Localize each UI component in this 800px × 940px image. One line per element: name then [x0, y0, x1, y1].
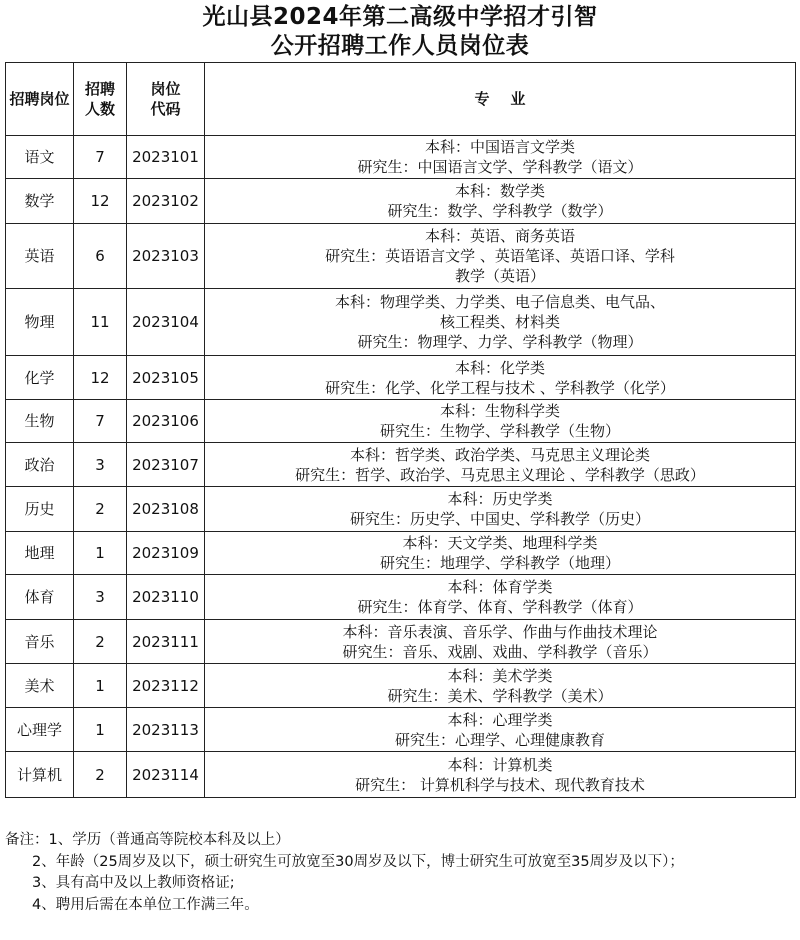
- header-position: 招聘岗位: [6, 63, 74, 136]
- count-cell: 1: [74, 532, 127, 575]
- header-count: [74, 63, 127, 136]
- position-cell: 心理学: [6, 708, 74, 752]
- major-line: 本科：哲学类、政治学类、马克思主义理论类: [349, 445, 650, 464]
- major-line: 研究生：物理学、力学、学科教学（物理）: [357, 333, 643, 351]
- major-line: 本科：生物科学类: [439, 402, 560, 420]
- major-line: 本科：天文学类、地理科学类: [402, 534, 598, 552]
- code-cell: 2023105: [127, 356, 205, 400]
- major-line: 研究生：地理学、学科教学（地理）: [379, 554, 620, 572]
- position-cell: 体育: [6, 575, 74, 620]
- position-cell: 历史: [6, 487, 74, 532]
- positions-table: [5, 62, 796, 798]
- major-cell: [205, 664, 796, 708]
- major-line: 本科：体育学类: [447, 578, 553, 596]
- major-line: 教学（英语）: [454, 267, 545, 285]
- position-cell: 英语: [6, 224, 74, 289]
- count-cell: 2: [74, 752, 127, 798]
- header-code: [127, 63, 205, 136]
- major-line: 核工程类、材料类: [439, 313, 560, 331]
- major-line: 研究生：生物学、学科教学（生物）: [379, 422, 620, 440]
- position-cell: 数学: [6, 179, 74, 224]
- note-line-4: 4、聘用后需在本单位工作满三年。: [32, 896, 259, 913]
- notes-section: [5, 830, 795, 916]
- major-line: 研究生：中国语言文学、学科教学（语文）: [357, 158, 643, 176]
- position-cell: 美术: [6, 664, 74, 708]
- major-line: 本科：美术学类: [447, 666, 553, 685]
- header-code-line2: 代码: [150, 100, 181, 118]
- count-cell: 3: [74, 575, 127, 620]
- table-row: [6, 752, 796, 798]
- table-row: [6, 400, 796, 443]
- note-line-1: 备注：1、学历（普通高等院校本科及以上）: [5, 832, 290, 848]
- document-subtitle: 公开招聘工作人员岗位表: [270, 33, 530, 59]
- count-cell: 3: [74, 443, 127, 487]
- major-cell: [205, 356, 796, 400]
- position-cell: 政治: [6, 443, 74, 487]
- major-line: 研究生：数学、学科教学（数学）: [387, 202, 613, 220]
- count-cell: 11: [74, 289, 127, 356]
- code-cell: 2023107: [127, 443, 205, 487]
- header-major-label: 专 业: [474, 90, 526, 108]
- major-cell: [205, 289, 796, 356]
- table-row: [6, 356, 796, 400]
- major-cell: [205, 487, 796, 532]
- major-line: 研究生： 计算机科学与技术、现代教育技术: [355, 775, 645, 794]
- major-line: 研究生：体育学、体育、学科教学（体育）: [357, 598, 643, 616]
- table-header-row: [6, 63, 796, 136]
- count-cell: 2: [74, 620, 127, 664]
- code-cell: 2023101: [127, 136, 205, 179]
- major-line: 本科：音乐表演、音乐学、作曲与作曲技术理论: [342, 622, 658, 641]
- code-cell: 2023111: [127, 620, 205, 664]
- count-cell: 1: [74, 708, 127, 752]
- count-cell: 12: [74, 356, 127, 400]
- major-line: 本科：数学类: [454, 182, 545, 200]
- position-cell: 化学: [6, 356, 74, 400]
- header-count-line2: 人数: [84, 100, 115, 118]
- major-line: 研究生：心理学、心理健康教育: [394, 730, 605, 749]
- document-title: 光山县2024年第二高级中学招才引智: [202, 4, 598, 30]
- code-cell: 2023102: [127, 179, 205, 224]
- major-cell: [205, 224, 796, 289]
- code-cell: 2023103: [127, 224, 205, 289]
- major-line: 研究生：化学、化学工程与技术 、学科教学（化学）: [325, 378, 675, 397]
- count-cell: 6: [74, 224, 127, 289]
- position-cell: 音乐: [6, 620, 74, 664]
- major-cell: [205, 532, 796, 575]
- table-row: [6, 179, 796, 224]
- major-line: 本科：计算机类: [447, 755, 553, 774]
- code-cell: 2023109: [127, 532, 205, 575]
- count-cell: 12: [74, 179, 127, 224]
- table-row: [6, 575, 796, 620]
- major-cell: [205, 575, 796, 620]
- header-count-line1: 招聘: [84, 80, 115, 98]
- major-line: 研究生：英语语言文学 、英语笔译、英语口译、学科: [325, 247, 675, 265]
- table-body: [6, 136, 796, 798]
- code-cell: 2023110: [127, 575, 205, 620]
- major-line: 本科：化学类: [454, 358, 545, 377]
- table-row: [6, 289, 796, 356]
- note-line-3: 3、具有高中及以上教师资格证;: [32, 875, 235, 891]
- position-cell: 地理: [6, 532, 74, 575]
- major-line: 研究生：历史学、中国史、学科教学（历史）: [349, 510, 650, 528]
- table-row: [6, 224, 796, 289]
- table-row: [6, 620, 796, 664]
- table-row: [6, 136, 796, 179]
- major-line: 本科：物理学类、力学类、电子信息类、电气品、: [334, 293, 665, 311]
- code-cell: 2023113: [127, 708, 205, 752]
- major-cell: [205, 443, 796, 487]
- code-cell: 2023108: [127, 487, 205, 532]
- major-line: 研究生：美术、学科教学（美术）: [387, 686, 613, 705]
- major-line: 本科：英语、商务英语: [424, 227, 575, 245]
- major-line: 本科：心理学类: [447, 710, 553, 729]
- major-cell: [205, 136, 796, 179]
- major-line: 研究生：哲学、政治学、马克思主义理论 、学科教学（思政）: [295, 465, 705, 484]
- major-cell: [205, 752, 796, 798]
- table-row: [6, 443, 796, 487]
- table-row: [6, 487, 796, 532]
- count-cell: 7: [74, 400, 127, 443]
- count-cell: 1: [74, 664, 127, 708]
- major-line: 本科：中国语言文学类: [424, 138, 575, 156]
- code-cell: 2023114: [127, 752, 205, 798]
- position-cell: 语文: [6, 136, 74, 179]
- major-line: 研究生：音乐、戏剧、戏曲、学科教学（音乐）: [342, 642, 658, 661]
- note-line-2: 2、年龄（25周岁及以下，硕士研究生可放宽至30周岁及以下，博士研究生可放宽至35周岁及以下）；: [32, 853, 684, 870]
- major-cell: [205, 708, 796, 752]
- table-row: [6, 708, 796, 752]
- count-cell: 2: [74, 487, 127, 532]
- table-row: [6, 532, 796, 575]
- count-cell: 7: [74, 136, 127, 179]
- position-cell: 物理: [6, 289, 74, 356]
- position-cell: 生物: [6, 400, 74, 443]
- major-line: 本科：历史学类: [447, 490, 553, 508]
- code-cell: 2023112: [127, 664, 205, 708]
- table-row: [6, 664, 796, 708]
- major-cell: [205, 620, 796, 664]
- major-cell: [205, 400, 796, 443]
- code-cell: 2023104: [127, 289, 205, 356]
- header-code-line1: 岗位: [150, 80, 181, 98]
- header-major: [205, 63, 796, 136]
- major-cell: [205, 179, 796, 224]
- code-cell: 2023106: [127, 400, 205, 443]
- position-cell: 计算机: [6, 752, 74, 798]
